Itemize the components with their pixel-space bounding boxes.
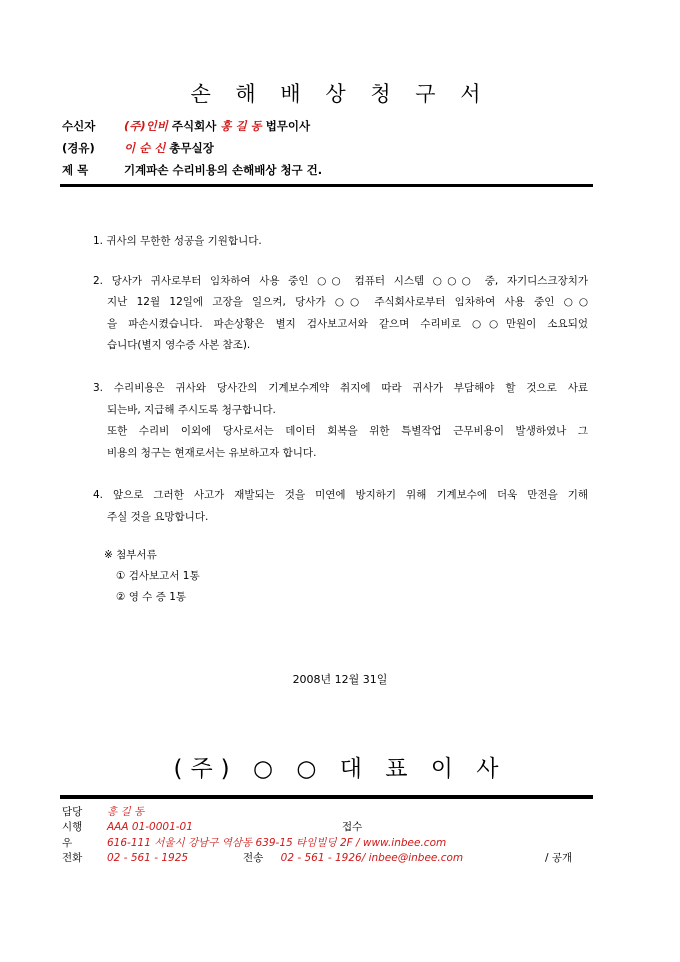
- document-date: 2008년 12월 31일: [292, 673, 388, 686]
- attachment-item: ② 영 수 증 1통: [116, 591, 187, 603]
- paragraph-3-line-2: 되는바, 지급해 주시도록 청구합니다.: [107, 404, 276, 416]
- fax-number: 02 - 561 - 1926/ inbee@inbee.com: [280, 852, 464, 864]
- footer-divider: [60, 795, 593, 799]
- fax-label: 전송: [243, 852, 264, 864]
- recipient-company-prefix: (주)인비: [124, 119, 168, 133]
- manager-label: 담당: [62, 806, 83, 818]
- paragraph-3-line-4: 비용의 청구는 현재로서는 유보하고자 합니다.: [107, 447, 317, 459]
- via-position: 총무실장: [169, 141, 214, 155]
- via-row: [62, 140, 214, 156]
- recipient-position: 법무이사: [265, 119, 311, 133]
- recipient-person: 홍 길 동: [220, 119, 262, 133]
- footer-manager-row: [62, 804, 144, 819]
- paragraph-2-line-1: 2. 당사가 귀사로부터 임차하여 사용 중인 ○○ 컴퓨터 시스템 ○○○ 중, 자기디스크장치가: [93, 275, 588, 287]
- via-label: (경유): [62, 141, 95, 155]
- address-text: 616-111 서울시 강남구 역삼동 639-15 타임빌딩 2F / www.inbee.com: [107, 837, 447, 849]
- footer-enforcement-row: [62, 819, 193, 834]
- receipt-label: 접수: [342, 821, 363, 833]
- public-status: / 공개: [545, 852, 573, 864]
- header-divider: [60, 184, 593, 187]
- sender-signature: (주) ○ ○ 대 표 이 사: [173, 756, 507, 782]
- enforcement-number: AAA 01-0001-01: [107, 821, 193, 833]
- phone-label: 전화: [62, 852, 83, 864]
- attachments-heading: ※ 첨부서류: [104, 549, 157, 561]
- recipient-label: 수신자: [62, 119, 96, 133]
- recipient-row: [62, 118, 310, 134]
- footer-fax-row: [243, 850, 463, 865]
- subject-row: [62, 162, 322, 178]
- attachment-item: ① 검사보고서 1통: [116, 570, 200, 582]
- phone-number: 02 - 561 - 1925: [107, 852, 189, 864]
- subject-text: 기계파손 수리비용의 손해배상 청구 건.: [124, 163, 323, 177]
- footer-phone-row: [62, 850, 188, 865]
- paragraph-3-line-1: 3. 수리비용은 귀사와 당사간의 기계보수계약 취지에 따라 귀사가 부담해야 할 것으로 사료: [93, 382, 588, 394]
- paragraph-2-line-3: 을 파손시켰습니다. 파손상황은 별지 검사보고서와 같으며 수리비로 ○○만원이 소요되었: [107, 318, 588, 330]
- paragraph-1: 1. 귀사의 무한한 성공을 기원합니다.: [93, 235, 262, 247]
- paragraph-4-line-1: 4. 앞으로 그러한 사고가 재발되는 것을 미연에 방지하기 위해 기계보수에 더욱 만전을 기해: [93, 489, 588, 501]
- paragraph-4-line-2: 주실 것을 요망합니다.: [107, 511, 209, 523]
- paragraph-3-line-3: 또한 수리비 이외에 당사로서는 데이터 회복을 위한 특별작업 근무비용이 발생하였나 그: [107, 425, 588, 437]
- via-person: 이 순 신: [124, 141, 166, 155]
- document-title: 손 해 배 상 청 구 서: [190, 82, 490, 106]
- paragraph-2-line-4: 습니다(별지 영수증 사본 참조).: [107, 339, 251, 351]
- footer-address-row: [62, 835, 446, 850]
- recipient-company: 주식회사: [171, 119, 217, 133]
- enforcement-label: 시행: [62, 821, 83, 833]
- paragraph-2-line-2: 지난 12월 12일에 고장을 일으켜, 당사가 ○○ 주식회사로부터 임차하여 사용 중인 ○○: [107, 296, 588, 308]
- manager-name: 홍 길 동: [107, 806, 145, 818]
- subject-label: 제 목: [62, 163, 89, 177]
- address-label: 우: [62, 837, 73, 849]
